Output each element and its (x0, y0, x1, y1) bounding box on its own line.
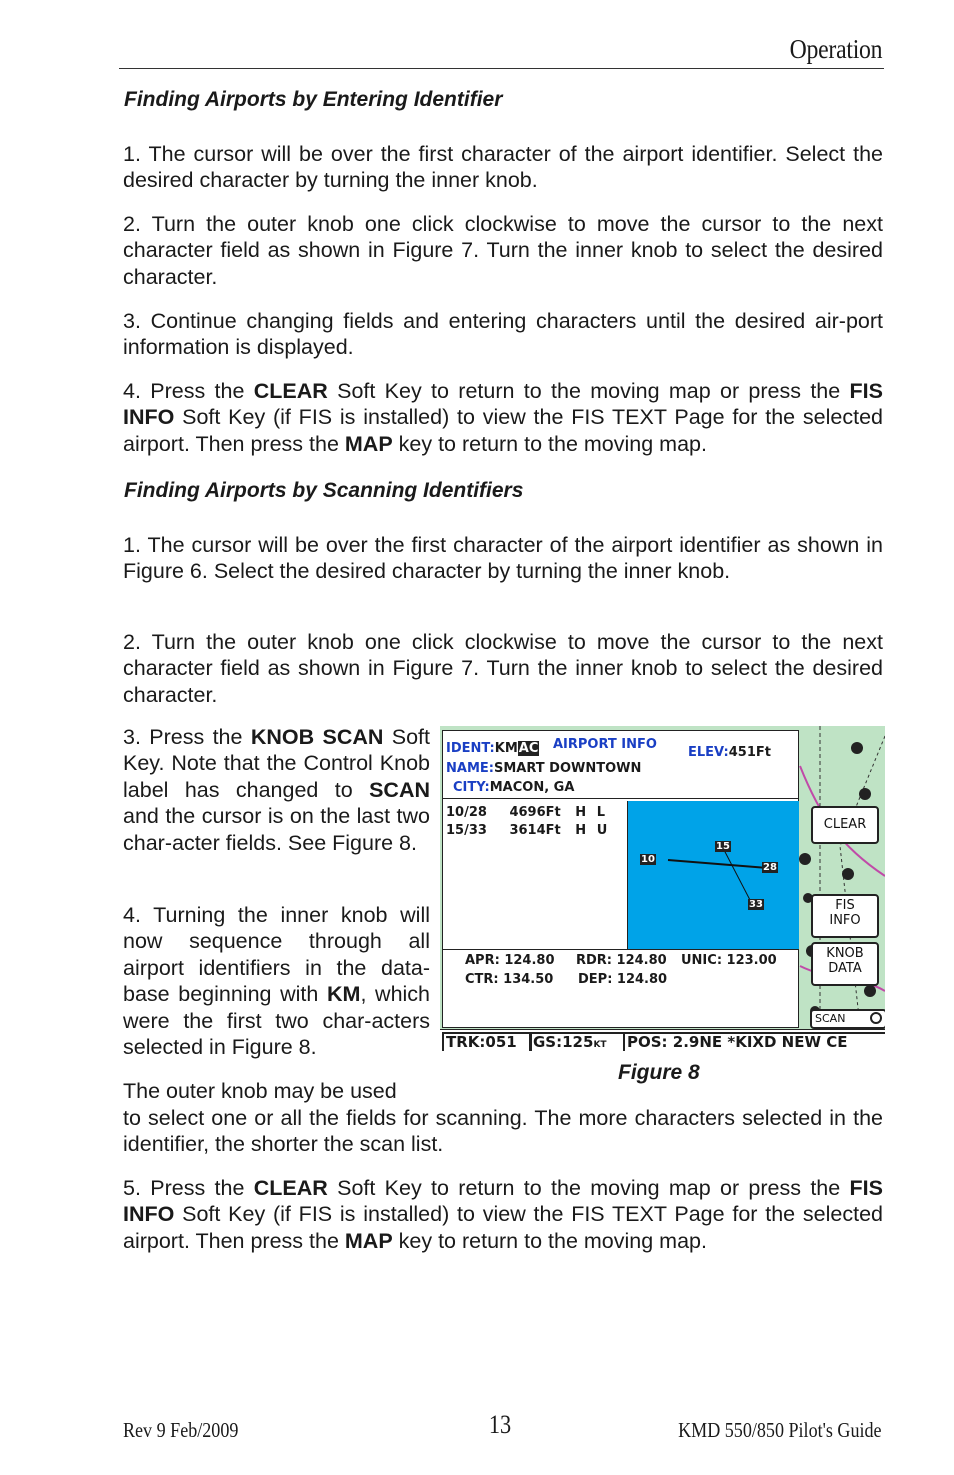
section-heading-scanning: Finding Airports by Scanning Identifiers (124, 479, 524, 502)
knob-icon (870, 1012, 882, 1024)
runway-diagram (627, 801, 799, 949)
fis-info-key-ref: FIS INFO (123, 1176, 883, 1227)
page-number: 13 (488, 1410, 512, 1439)
step-paragraph: 1. The cursor will be over the first character of the airport identifier. Select the desired character by turning the inner knob. (123, 142, 883, 193)
clear-softkey[interactable]: CLEAR (811, 806, 879, 844)
groundspeed-readout: GS:125KT (529, 1032, 625, 1051)
runway-label: 10 (641, 854, 655, 865)
page-header-title: Operation (789, 34, 882, 64)
freq-apr: APR: 124.80 (465, 953, 555, 968)
divider (443, 949, 798, 950)
fis-info-key-ref: FIS INFO (123, 379, 883, 430)
km-ref: KM (327, 982, 361, 1007)
footer-revision: Rev 9 Feb/2009 (123, 1418, 239, 1442)
runway-label: 33 (749, 899, 763, 910)
freq-dep: DEP: 124.80 (578, 972, 668, 987)
section-heading-entering: Finding Airports by Entering Identifier (124, 88, 503, 111)
freq-ctr: CTR: 134.50 (465, 972, 554, 987)
elev-row: ELEV:451Ft (688, 745, 771, 760)
step-paragraph: 4. Turning the inner knob will now sequence through all airport identifiers in the data-base beginning with KM, which were the first two char-acters selected in Figure 8. (123, 903, 431, 1060)
position-readout: POS: 2.9NE *KIXD NEW CE (623, 1032, 885, 1051)
knob-scan-key-ref: KNOB SCAN (250, 725, 384, 749)
name-row: NAME:SMART DOWNTOWN (446, 761, 642, 776)
figure-caption: Figure 8 (618, 1061, 700, 1084)
fis-info-softkey[interactable]: FIS INFO (811, 894, 879, 938)
clear-key-ref: CLEAR (253, 1176, 328, 1200)
status-bar (440, 1029, 885, 1051)
runway-row: 15/33 3614Ft H U (446, 823, 608, 838)
step-paragraph: 4. Press the CLEAR Soft Key to return to the moving map or press the FIS INFO Soft Key (if FIS is installed) to view the FIS TEXT Page for the selected airport. Then press the MAP key to return to the moving map. (123, 379, 883, 456)
runway-row: 10/28 4696Ft H L (446, 805, 605, 820)
ident-cursor: AC (518, 741, 539, 756)
header-rule (119, 68, 884, 69)
runway-lines (628, 801, 799, 949)
step-paragraph: 3. Continue changing fields and entering characters until the desired air-port information is displayed. (123, 309, 883, 360)
freq-rdr: RDR: 124.80 (576, 953, 667, 968)
scan-knob-label[interactable]: SCAN (810, 1009, 885, 1029)
city-row: CITY:MACON, GA (453, 780, 575, 795)
step-paragraph: 5. Press the CLEAR Soft Key to return to the moving map or press the FIS INFO Soft Key (if FIS is installed) to view the FIS TEXT Page for the selected airport. Then press the MAP key to return to the moving map. (123, 1176, 883, 1253)
map-key-ref: MAP (344, 1228, 393, 1253)
airport-info-panel (442, 730, 799, 1028)
clear-key-ref: CLEAR (253, 379, 328, 403)
step-paragraph: 2. Turn the outer knob one click clockwise to move the cursor to the next character field as shown in Figure 7. Turn the inner knob to select the desired character. (123, 630, 883, 707)
track-readout: TRK:051 (442, 1032, 532, 1051)
scan-label-ref: SCAN (369, 777, 430, 802)
figure-8-screen (440, 726, 885, 1051)
ident-value: KM (494, 741, 518, 756)
screen-title: AIRPORT INFO (553, 737, 657, 752)
footer-guide-title: KMD 550/850 Pilot's Guide (678, 1418, 882, 1442)
divider (443, 798, 798, 799)
ident-row: IDENT:KMAC (446, 741, 539, 756)
step-paragraph: 1. The cursor will be over the first character of the airport identifier as shown in Figure 6. Select the desired character by turning the inner knob. (123, 533, 883, 584)
runway-label: 15 (716, 841, 730, 852)
step-paragraph: 2. Turn the outer knob one click clockwise to move the cursor to the next character field as shown in Figure 7. Turn the inner knob to select the desired character. (123, 212, 883, 289)
runway-label: 28 (763, 862, 777, 873)
step-paragraph: 3. Press the KNOB SCAN Soft Key. Note that the Control Knob label has changed to SCAN and the cursor is on the last two char-acter fields. See Figure 8. (123, 725, 430, 855)
map-key-ref: MAP (344, 431, 393, 456)
freq-unic: UNIC: 123.00 (681, 953, 777, 968)
knob-data-softkey[interactable]: KNOB DATA (811, 942, 879, 986)
step-paragraph-line1: The outer knob may be used (123, 1079, 397, 1103)
step-paragraph: to select one or all the fields for scanning. The more characters selected in the identifier, the shorter the scan list. (123, 1106, 883, 1157)
